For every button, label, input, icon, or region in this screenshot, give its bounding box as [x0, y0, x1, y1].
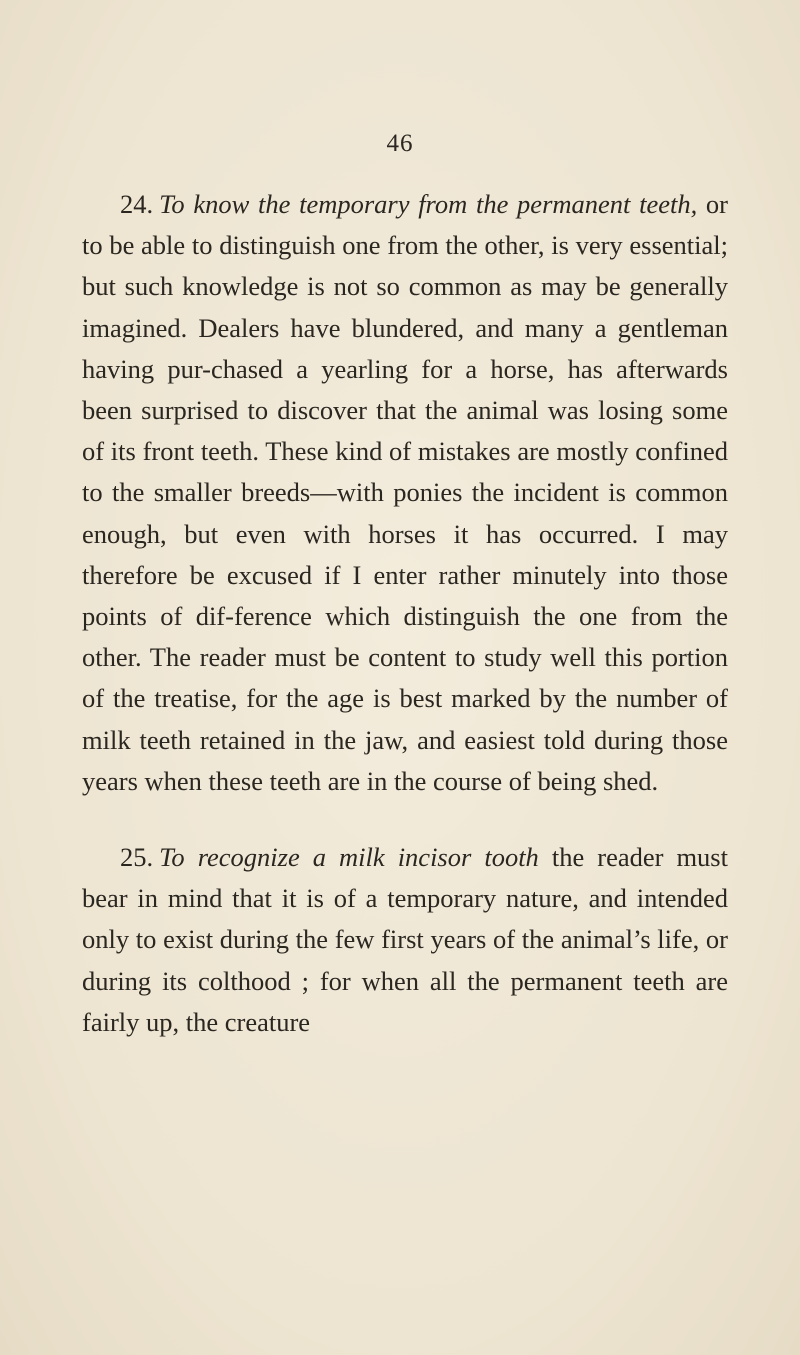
- paragraph-heading: To know the temporary from the permanent teeth,: [159, 189, 698, 219]
- paragraph-text: or to be able to distinguish one from the other, is very essential; but such knowledge is not so common as may be generally imagined. Dealers have blundered, and many a gentleman having pur-chased a yearling for a horse, has afterwards been surprised to discover that the animal was losing some of its front teeth. These kind of mistakes are mostly confined to the smaller breeds—with ponies the incident is common enough, but even with horses it has occurred. I may therefore be excused if I enter rather minutely into those points of dif-ference which distinguish the one from the other. The reader must be content to study well this portion of the treatise, for the age is best marked by the number of milk teeth retained in the jaw, and easiest told during those years when these teeth are in the course of being shed.: [82, 189, 728, 796]
- paragraph-number: 24.: [120, 189, 154, 219]
- paragraph-number: 25.: [120, 842, 154, 873]
- paragraph-heading: To recognize a milk incisor tooth: [159, 842, 539, 873]
- paragraph-24: [82, 184, 728, 802]
- paragraph-text: the reader must bear in mind that it is of a temporary nature, and intended only to exist during the few first years of the animal’s life, or during its colthood ; for when all the permanent teeth are fairly up, the creature: [82, 842, 728, 1037]
- page-number: 46: [386, 130, 414, 157]
- body-text: [82, 184, 728, 1043]
- paragraph-25: [82, 837, 728, 1043]
